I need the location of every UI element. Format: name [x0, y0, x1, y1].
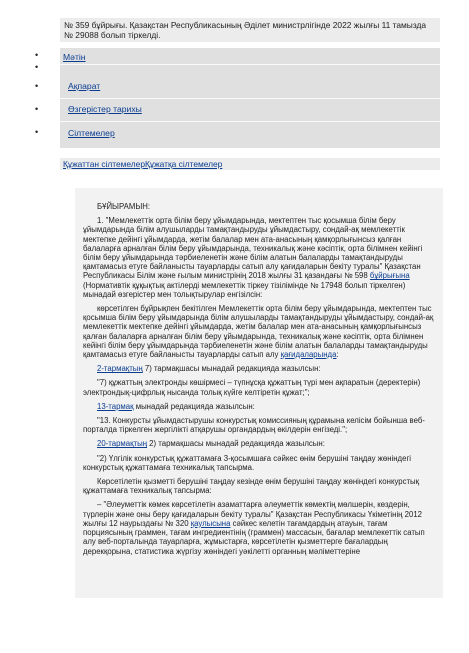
bullet-icon: •: [35, 127, 39, 137]
document-header-text: № 359 бұйрығы. Қазақстан Республикасының Әділет министрлігінде 2022 жылғы 11 тамызда № 29088 болып тіркелді.: [64, 20, 427, 40]
document-nav: [60, 48, 440, 148]
nav-link-links[interactable]: Сілтемелер: [68, 128, 115, 138]
paragraph: [83, 304, 435, 359]
resolution-link[interactable]: қаулысына: [190, 518, 231, 528]
document-header: [60, 18, 440, 42]
rules-link[interactable]: қағидаларында: [280, 350, 337, 360]
paragraph-text: 2) тармақшасы мынадай редакцияда жазылсын:: [147, 439, 325, 449]
paragraph-text: көрсетілген бұйрықпен бекітілген Мемлекеттік орта білім беру ұйымдарында, мектептен тыс қосымша білім беру ұйымдарында білім алушыларды тамақтандыруды ұйымдастыру, сондай-ақ мемлекеттік мектепке дейінгі ұйымдарда, жетім балалар мен ата-анасының қамқорлығынсыз қалған балаларға арналған білім беру ұйымдарында, техникалық және кәсіптік, орта білімнен кейінгі білім беру ұйымдарында тәрбиеленетін және білім алатын балаларды тамақтандыруды қамтамасыз етуге байланысты тауарларды сатып алу: [83, 304, 434, 360]
paragraph: [83, 500, 435, 555]
bullet-icon: •: [35, 50, 39, 60]
bullet-icon: •: [35, 104, 39, 114]
nav-divider: [60, 98, 440, 99]
nav-link-history[interactable]: Өзгерістер тарихы: [68, 104, 142, 114]
paragraph: "13. Конкурсты ұйымдастырушы конкурстық комиссияның құрамына келісім бойынша веб-порталда тіркелген жергілікті атқарушы органдардың өкілдерін енгізеді.";: [83, 416, 425, 435]
paragraph-text: (Нормативтік құқықтық актілерді мемлекеттік тіркеу тізілімінде № 17948 болып тіркелген) мынадай өзгерістер мен толықтырулар енгізілсін:: [83, 280, 406, 299]
nav-link-info[interactable]: Ақпарат: [68, 81, 101, 91]
paragraph: [83, 439, 435, 448]
paragraph: [83, 364, 435, 373]
paragraph-text: 1. "Мемлекеттік орта білім беру ұйымдарында, мектептен тыс қосымша білім беру ұйымдарында білім алушыларды тамақтандыруды ұйымдастыру, сондай-ақ мемлекеттік мектепке дейінгі ұйымдарда, жетім балалар мен ата-анасының қамқорлығынсыз қалған балаларға арналған білім беру ұйымдарында, техникалық және кәсіптік, орта білімнен кейінгі білім беру ұйымдарында тәрбиеленетін және білім алатын балаларды тамақтандыруды қамтамасыз етуге байланысты тауарларды сатып алу қағидаларын бекіту туралы" Қазақстан Республикасы Білім және ғылым министрінің 2018 жылғы 31 қазандағы № 598: [83, 216, 423, 281]
order-link[interactable]: бұйрығына: [369, 271, 410, 281]
nav-item-info[interactable]: [68, 81, 100, 91]
clause-20-link[interactable]: 20-тармақтың: [97, 439, 148, 449]
nav-divider: [60, 64, 440, 65]
bullet-icon: •: [35, 62, 39, 72]
paragraph-text: 7) тармақшасы мынадай редакцияда жазылсын:: [142, 364, 321, 374]
nav-divider: [60, 121, 440, 122]
paragraph: [83, 216, 435, 299]
order-heading: БҰЙЫРАМЫН:: [97, 202, 151, 211]
document-body: [75, 188, 443, 598]
paragraph: "2) Үлгілік конкурстық құжаттамаға 3-қосымшаға сәйкес өнім берушіні таңдау жөніндегі конкурстық құжаттамаға техникалық тапсырма.: [83, 453, 412, 472]
paragraph-text: сәйкес келетін тағамдардың атауын, тағам порциясының граммен, тағам ингредиентінің (граммен) массасын, бағалар мемлекеттік сатып алу веб-порталында тауарларға, жұмыстарға, көрсетілетін қызметтерге бағалардың дерекқорына, статистика жүргізу жөніндегі уәкілетті органның мәліметтеріне: [83, 518, 425, 556]
paragraph-text: :: [336, 350, 339, 360]
refs-from-link[interactable]: Құжаттан сілтемелер: [63, 159, 146, 169]
references-bar: [60, 158, 440, 170]
paragraph: Көрсетілетін қызметті берушіні таңдау кезінде өнім берушіні таңдау жөніндегі конкурстық құжаттамаға техникалық тапсырма:: [83, 477, 420, 496]
nav-link-text[interactable]: Мәтін: [63, 52, 86, 62]
paragraph: "7) құжаттың электронды көшірмесі – түпнұсқа құжаттың түрі мен ақпаратын (деректерін) электрондық-цифрлық нысанда толық күйге келтіретін құжат;";: [83, 378, 421, 397]
nav-item-history[interactable]: [68, 104, 142, 114]
bullet-icon: •: [35, 81, 39, 91]
clause-2-link[interactable]: 2-тармақтың: [97, 364, 143, 374]
clause-13-link[interactable]: 13-тармақ: [97, 401, 134, 411]
nav-item-links[interactable]: [68, 128, 115, 138]
nav-item-text[interactable]: [63, 52, 86, 62]
refs-to-link[interactable]: Құжатқа сілтемелер: [145, 159, 223, 169]
paragraph-text: мынадай редакцияда жазылсын:: [133, 401, 255, 411]
paragraph: [83, 402, 435, 411]
paragraph-text: – "Әлеуметтік көмек көрсетілетін азаматтарға әлеуметтік көмектің мөлшерін, көздерін, түрлерін және оны беру қағидаларын бекіту туралы" Қазақстан Республикасы Үкіметінің 2012 жылғы 12 наурыздағы № 320: [83, 500, 422, 528]
